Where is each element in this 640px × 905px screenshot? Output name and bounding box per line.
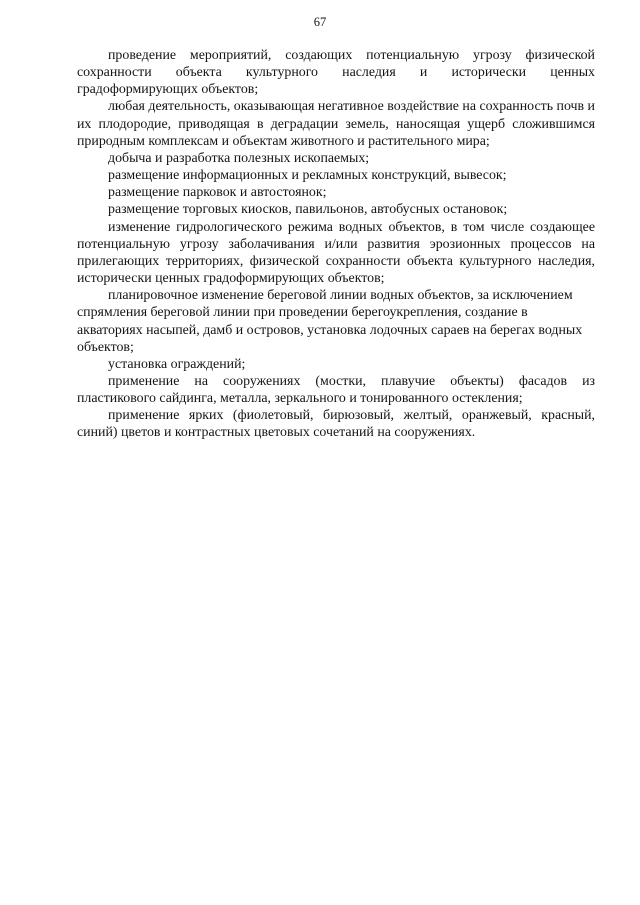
paragraph-fencing: установка ограждений; [108, 356, 246, 372]
paragraph-bright-colors: применение ярких (фиолетовый, бирюзовый, желтый, оранжевый, красный, синий) цветов и контрастных цветовых сочетаний на сооружениях. [77, 408, 595, 441]
paragraph-hydrological-changes: изменение гидрологического режима водных объектов, в том числе создающее потенциальную угрозу заболачивания и/или развития эрозионных процессов на прилегающих территориях, физической сохранности объекта культурного наследия, исторически ценных градоформирующих объектов; [77, 219, 595, 287]
paragraph-facade-materials: применение на сооружениях (мостки, плавучие объекты) фасадов из пластикового сайдинга, металла, зеркального и тонированного остекления; [77, 373, 595, 407]
paragraph-parking-placement: размещение парковок и автостоянок; [108, 185, 327, 201]
paragraph-threat-to-heritage-object: проведение мероприятий, создающих потенциальную угрозу физической сохранности объекта культурного наследия и исторически ценных градоформирующих объектов; [77, 48, 595, 98]
paragraph-shoreline-changes: планировочное изменение береговой линии водных объектов, за исключением спрямления береговой линии при проведении берегоукрепления, создание в акваториях насыпей, дамб и островов, установка лодочных сараев на берегах водных объектов; [77, 288, 583, 355]
paragraph-kiosks-bus-stops: размещение торговых киосков, павильонов, автобусных остановок; [108, 202, 508, 218]
paragraph-soil-degradation-activity: любая деятельность, оказывающая негативное воздействие на сохранность почв и их плодородие, приводящая в деградации земель, наносящая ущерб сложившимся природным комплексам и объектам животного и растительного мира; [77, 99, 595, 149]
paragraph-mineral-extraction: добыча и разработка полезных ископаемых; [108, 150, 370, 166]
paragraph-advertising-structures: размещение информационных и рекламных конструкций, вывесок; [108, 168, 507, 184]
page-number: 67 [313, 15, 327, 29]
document-body [77, 47, 595, 442]
